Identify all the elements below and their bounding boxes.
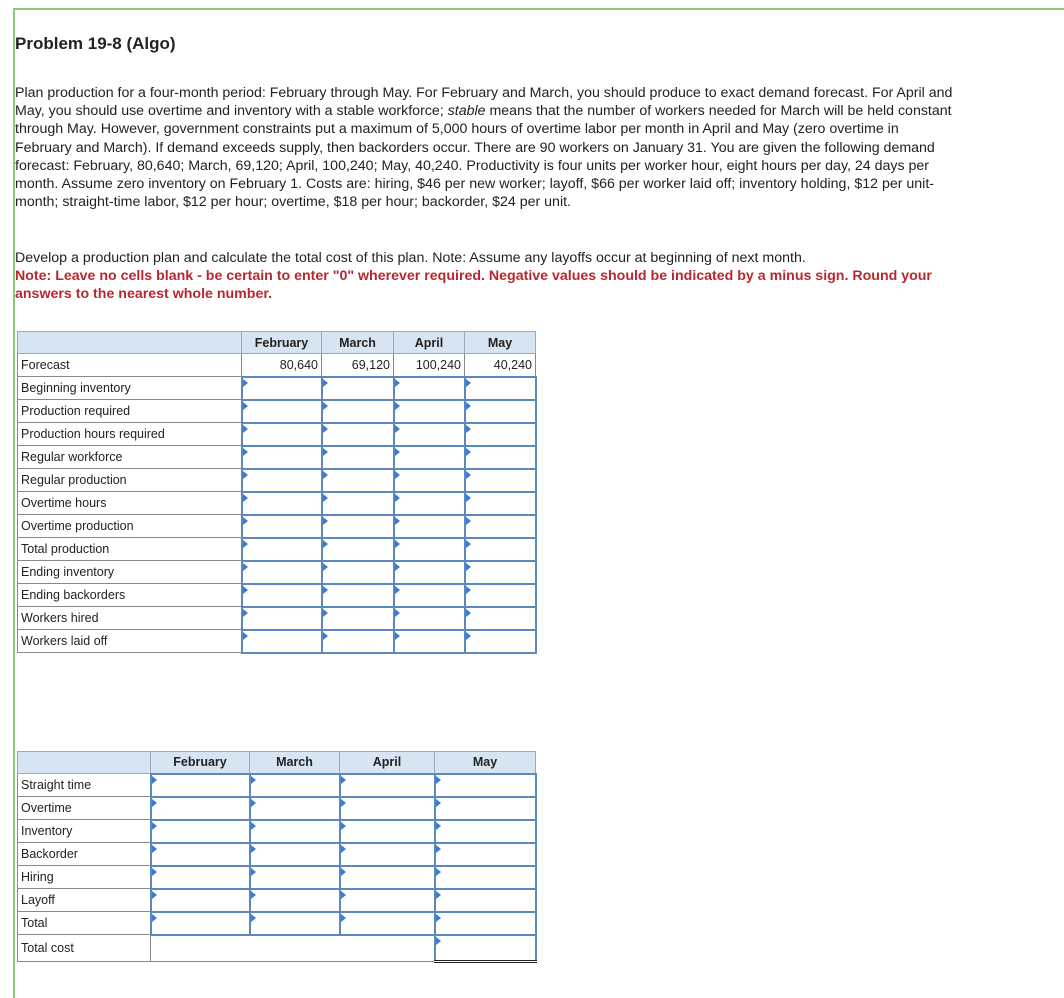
answer-input[interactable] (243, 470, 321, 491)
input-cell-may[interactable] (465, 492, 536, 515)
answer-input[interactable] (323, 447, 393, 468)
cost-input-cell-may[interactable] (435, 889, 536, 912)
cost-input-cell-may[interactable] (435, 866, 536, 889)
answer-input[interactable] (395, 516, 464, 537)
table-row (18, 400, 536, 423)
header-blank (18, 332, 242, 354)
answer-input[interactable] (323, 516, 393, 537)
row-label: Workers hired (18, 607, 242, 630)
cost-header-feb: February (151, 752, 250, 774)
answer-input[interactable] (395, 447, 464, 468)
answer-input[interactable] (466, 470, 535, 491)
answer-input[interactable] (323, 470, 393, 491)
answer-input[interactable] (323, 631, 393, 652)
table-row (18, 515, 536, 538)
answer-input[interactable] (323, 493, 393, 514)
header-may: May (465, 332, 536, 354)
row-label: Production required (18, 400, 242, 423)
table-row (18, 561, 536, 584)
table-row (18, 843, 536, 866)
input-cell-apr[interactable] (394, 446, 465, 469)
cost-input-cell-mar[interactable] (250, 774, 340, 797)
cost-input-cell-apr[interactable] (340, 866, 435, 889)
row-label: Ending inventory (18, 561, 242, 584)
cost-row-label: Inventory (18, 820, 151, 843)
cost-input-cell-apr[interactable] (340, 774, 435, 797)
answer-input[interactable] (243, 447, 321, 468)
input-cell-feb[interactable] (242, 446, 322, 469)
cost-row-label: Hiring (18, 866, 151, 889)
header-apr: April (394, 332, 465, 354)
answer-input[interactable] (323, 424, 393, 445)
table-row (18, 492, 536, 515)
cost-header-blank (18, 752, 151, 774)
answer-input[interactable] (466, 493, 535, 514)
input-cell-may[interactable] (465, 607, 536, 630)
table-row (18, 630, 536, 653)
cost-input-cell-apr[interactable] (340, 820, 435, 843)
table-row (18, 538, 536, 561)
forecast-feb: 80,640 (242, 354, 322, 377)
answer-input[interactable] (323, 539, 393, 560)
answer-input[interactable] (152, 798, 249, 819)
input-cell-feb[interactable] (242, 469, 322, 492)
row-label: Overtime production (18, 515, 242, 538)
row-label: Ending backorders (18, 584, 242, 607)
cost-input-cell-feb[interactable] (151, 912, 250, 935)
input-cell-mar[interactable] (322, 377, 394, 400)
answer-input[interactable] (323, 378, 393, 399)
input-cell-mar[interactable] (322, 400, 394, 423)
row-label: Total production (18, 538, 242, 561)
input-cell-feb[interactable] (242, 515, 322, 538)
cost-input-cell-apr[interactable] (340, 889, 435, 912)
develop-text: Develop a production plan and calculate the total cost of this plan. Note: Assume any layoffs occur at beginning of next month. (15, 250, 806, 266)
input-cell-apr[interactable] (394, 515, 465, 538)
cost-row-label: Straight time (18, 774, 151, 797)
input-cell-may[interactable] (465, 630, 536, 653)
input-cell-mar[interactable] (322, 446, 394, 469)
cost-row-label: Backorder (18, 843, 151, 866)
input-cell-apr[interactable] (394, 538, 465, 561)
input-cell-may[interactable] (465, 400, 536, 423)
answer-input[interactable] (466, 378, 535, 399)
table-row (18, 820, 536, 843)
cost-input-cell-feb[interactable] (151, 774, 250, 797)
answer-input[interactable] (466, 516, 535, 537)
answer-input[interactable] (251, 867, 339, 888)
cost-header-apr: April (340, 752, 435, 774)
input-cell-mar[interactable] (322, 469, 394, 492)
cost-input-cell-feb[interactable] (151, 889, 250, 912)
table-row (18, 889, 536, 912)
row-label: Beginning inventory (18, 377, 242, 400)
input-cell-mar[interactable] (322, 492, 394, 515)
answer-input[interactable] (323, 585, 393, 606)
answer-input[interactable] (251, 821, 339, 842)
answer-input[interactable] (323, 608, 393, 629)
cost-input-cell-mar[interactable] (250, 912, 340, 935)
table-row (18, 446, 536, 469)
answer-input[interactable] (436, 821, 535, 842)
header-feb: February (242, 332, 322, 354)
answer-input[interactable] (395, 493, 464, 514)
answer-input[interactable] (436, 775, 535, 796)
input-cell-may[interactable] (465, 584, 536, 607)
answer-input[interactable] (341, 867, 434, 888)
cost-input-cell-feb[interactable] (151, 843, 250, 866)
input-cell-apr[interactable] (394, 607, 465, 630)
input-cell-may[interactable] (465, 446, 536, 469)
answer-input[interactable] (152, 890, 249, 911)
input-cell-mar[interactable] (322, 607, 394, 630)
cost-header-mar: March (250, 752, 340, 774)
answer-input[interactable] (251, 890, 339, 911)
answer-input[interactable] (466, 447, 535, 468)
answer-input[interactable] (466, 401, 535, 422)
input-cell-apr[interactable] (394, 630, 465, 653)
cost-input-cell-may[interactable] (435, 843, 536, 866)
answer-input[interactable] (395, 631, 464, 652)
answer-input[interactable] (466, 562, 535, 583)
answer-input[interactable] (341, 798, 434, 819)
answer-input[interactable] (152, 821, 249, 842)
input-cell-may[interactable] (465, 423, 536, 446)
answer-input[interactable] (466, 424, 535, 445)
warning-note: Note: Leave no cells blank - be certain to enter "0" wherever required. Negative values should be indicated by a minus sign. Round your answers to the nearest whole number. (15, 268, 932, 303)
answer-input[interactable] (341, 844, 434, 865)
table-row (18, 866, 536, 889)
answer-input[interactable] (251, 844, 339, 865)
table-row (18, 797, 536, 820)
cost-input-cell-mar[interactable] (250, 820, 340, 843)
forecast-mar: 69,120 (322, 354, 394, 377)
row-label: Regular production (18, 469, 242, 492)
input-cell-may[interactable] (465, 561, 536, 584)
total-cost-row (18, 935, 536, 962)
cost-input-cell-feb[interactable] (151, 866, 250, 889)
answer-input[interactable] (466, 631, 535, 652)
cost-input-cell-mar[interactable] (250, 866, 340, 889)
answer-input[interactable] (395, 424, 464, 445)
table-row (18, 469, 536, 492)
answer-input[interactable] (243, 562, 321, 583)
problem-description: Plan production for a four-month period: February through May. For February and March, you should produce to exact demand forecast. For April and May, you should use overtime and inventory with a stable workforce; stable means that the number of workers needed for March will be held constant through May. However, government constraints put a maximum of 5,000 hours of overtime labor per month in April and May (zero overtime in February and March). If demand exceeds supply, then backorders occur. There are 90 workers on January 31. You are given the following demand forecast: February, 80,640; March, 69,120; April, 100,240; May, 40,240. Productivity is four units per worker hour, eight hours per day, 24 days per month. Assume zero inventory on February 1. Costs are: hiring, $46 per new worker; layoff, $66 per worker laid off; inventory holding, $12 per unit-month; straight-time labor, $12 per hour; overtime, $18 per hour; backorder, $24 per unit. (15, 85, 953, 211)
total-cost-input[interactable] (436, 936, 535, 961)
input-cell-feb[interactable] (242, 584, 322, 607)
header-mar: March (322, 332, 394, 354)
input-cell-mar[interactable] (322, 515, 394, 538)
cost-input-cell-may[interactable] (435, 912, 536, 935)
input-cell-apr[interactable] (394, 377, 465, 400)
input-cell-apr[interactable] (394, 400, 465, 423)
input-cell-apr[interactable] (394, 584, 465, 607)
answer-input[interactable] (341, 821, 434, 842)
total-cost-input-cell[interactable] (435, 935, 536, 962)
answer-input[interactable] (251, 798, 339, 819)
answer-input[interactable] (466, 585, 535, 606)
answer-input[interactable] (395, 608, 464, 629)
cost-input-cell-feb[interactable] (151, 797, 250, 820)
answer-input[interactable] (436, 890, 535, 911)
input-cell-feb[interactable] (242, 607, 322, 630)
answer-input[interactable] (395, 378, 464, 399)
cost-input-cell-may[interactable] (435, 797, 536, 820)
input-cell-mar[interactable] (322, 423, 394, 446)
cost-row-label: Total (18, 912, 151, 935)
input-cell-may[interactable] (465, 469, 536, 492)
table-row (18, 584, 536, 607)
answer-input[interactable] (395, 539, 464, 560)
answer-input[interactable] (436, 867, 535, 888)
answer-input[interactable] (436, 798, 535, 819)
input-cell-feb[interactable] (242, 423, 322, 446)
input-cell-mar[interactable] (322, 630, 394, 653)
empty-cell (250, 935, 340, 962)
table-row (18, 774, 536, 797)
input-cell-apr[interactable] (394, 469, 465, 492)
answer-input[interactable] (152, 913, 249, 934)
input-cell-mar[interactable] (322, 538, 394, 561)
answer-input[interactable] (341, 775, 434, 796)
input-cell-apr[interactable] (394, 492, 465, 515)
table-row (18, 377, 536, 400)
problem-title: Problem 19-8 (Algo) (15, 34, 176, 53)
input-cell-may[interactable] (465, 538, 536, 561)
input-cell-feb[interactable] (242, 377, 322, 400)
answer-input[interactable] (251, 913, 339, 934)
row-label: Regular workforce (18, 446, 242, 469)
cost-row-label: Layoff (18, 889, 151, 912)
answer-input[interactable] (243, 378, 321, 399)
empty-cell (340, 935, 435, 962)
table-row (18, 912, 536, 935)
cost-input-cell-apr[interactable] (340, 912, 435, 935)
answer-input[interactable] (395, 585, 464, 606)
answer-input[interactable] (323, 562, 393, 583)
input-cell-mar[interactable] (322, 561, 394, 584)
input-cell-feb[interactable] (242, 400, 322, 423)
cost-input-cell-may[interactable] (435, 774, 536, 797)
input-cell-feb[interactable] (242, 561, 322, 584)
input-cell-may[interactable] (465, 515, 536, 538)
production-plan-table (17, 331, 537, 654)
table-row (18, 607, 536, 630)
answer-input[interactable] (152, 775, 249, 796)
instructions (15, 249, 955, 304)
answer-input[interactable] (251, 775, 339, 796)
cost-header-may: May (435, 752, 536, 774)
cost-input-cell-mar[interactable] (250, 797, 340, 820)
answer-input[interactable] (243, 516, 321, 537)
row-label: Overtime hours (18, 492, 242, 515)
cost-table (17, 751, 537, 963)
answer-input[interactable] (152, 844, 249, 865)
answer-input[interactable] (243, 424, 321, 445)
answer-input[interactable] (243, 493, 321, 514)
cost-input-cell-feb[interactable] (151, 820, 250, 843)
answer-input[interactable] (323, 401, 393, 422)
answer-input[interactable] (395, 401, 464, 422)
answer-input[interactable] (243, 608, 321, 629)
answer-input[interactable] (243, 539, 321, 560)
table-row (18, 423, 536, 446)
input-cell-feb[interactable] (242, 630, 322, 653)
row-label-forecast: Forecast (18, 354, 242, 377)
answer-input[interactable] (436, 844, 535, 865)
answer-input[interactable] (466, 608, 535, 629)
input-cell-feb[interactable] (242, 538, 322, 561)
answer-input[interactable] (341, 913, 434, 934)
answer-input[interactable] (243, 401, 321, 422)
input-cell-mar[interactable] (322, 584, 394, 607)
forecast-apr: 100,240 (394, 354, 465, 377)
answer-input[interactable] (436, 913, 535, 934)
answer-input[interactable] (152, 867, 249, 888)
cost-input-cell-apr[interactable] (340, 797, 435, 820)
cost-input-cell-may[interactable] (435, 820, 536, 843)
cost-input-cell-mar[interactable] (250, 889, 340, 912)
answer-input[interactable] (395, 562, 464, 583)
cost-input-cell-apr[interactable] (340, 843, 435, 866)
input-cell-may[interactable] (465, 377, 536, 400)
input-cell-feb[interactable] (242, 492, 322, 515)
total-cost-label: Total cost (18, 935, 151, 962)
input-cell-apr[interactable] (394, 561, 465, 584)
input-cell-apr[interactable] (394, 423, 465, 446)
answer-input[interactable] (243, 585, 321, 606)
answer-input[interactable] (243, 631, 321, 652)
answer-input[interactable] (466, 539, 535, 560)
cost-row-label: Overtime (18, 797, 151, 820)
empty-cell (151, 935, 250, 962)
row-label: Workers laid off (18, 630, 242, 653)
answer-input[interactable] (341, 890, 434, 911)
forecast-may: 40,240 (465, 354, 536, 377)
cost-input-cell-mar[interactable] (250, 843, 340, 866)
answer-input[interactable] (395, 470, 464, 491)
row-label: Production hours required (18, 423, 242, 446)
